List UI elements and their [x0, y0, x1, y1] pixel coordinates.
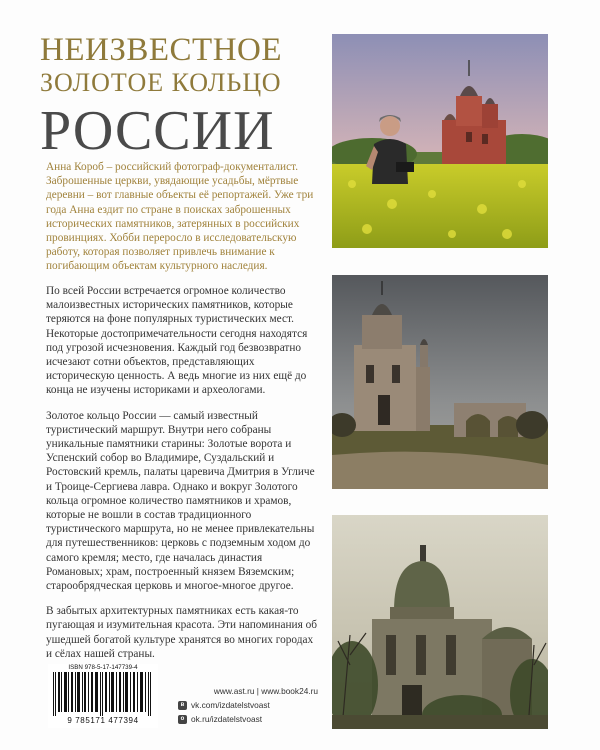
website-links[interactable]: www.ast.ru | www.book24.ru	[213, 686, 318, 696]
vk-link[interactable]	[178, 698, 318, 712]
ok-link-text: ok.ru/izdatelstvoast	[191, 714, 263, 724]
book-title	[40, 32, 330, 162]
ok-icon: о	[178, 715, 187, 724]
isbn-label: ISBN 978-5-17-147739-4	[68, 664, 138, 671]
description-paragraph-2: Золотое кольцо России — самый известный туристический маршрут. Внутри него собраны уникальные памятники старины: Золотые ворота и Успенский собор во Владимире, Суздальский и Ростовский кремль, палаты царевича Дмитрия в Угличе и Троице-Сергиева лавра. Однако и вокруг Золотого кольца огромное количество памятников и храмов, которые не вошли в состав традиционного туристического маршрута, но не менее привлекательны для путешественников: церковь с подземным ходом до самого кремля; место, где началась династия Романовых; храм, построенный князем Вяземским; старообрядческая церковь и многое-многое другое.	[46, 409, 315, 593]
title-line-2: ЗОЛОТОЕ КОЛЬЦО	[40, 68, 282, 97]
title-line-3: РОССИИ	[40, 100, 275, 162]
vk-link-text: vk.com/izdatelstvoast	[191, 700, 270, 710]
barcode-block	[48, 664, 158, 728]
description-paragraph-3: В забытых архитектурных памятниках есть какая-то пугающая и изумительная красота. Эти напоминания об ушедшей богатой культуре хранятся во многих городах и сёлах нашей страны.	[46, 605, 317, 660]
description	[46, 284, 318, 672]
barcode-bars	[51, 672, 155, 716]
photo-overgrown-domed-church	[332, 515, 548, 729]
title-line-1: НЕИЗВЕСТНОЕ	[40, 32, 283, 68]
barcode-number: 9 785171 477394	[67, 716, 139, 725]
author-bio: Анна Короб – российский фотограф-документалист. Заброшенные церкви, увядающие усадьбы, мёртвые деревни – вот главные объекты её репортажей. Уже три года Анна ездит по стране в поисках заброшенных исторических памятников, затерянных в российских провинциях. Хобби переросло в исследовательскую работу, которая позволяет привлечь внимание к погибающим объектам культурного наследия.	[46, 161, 314, 273]
ok-link[interactable]	[178, 712, 318, 726]
publisher-links	[178, 684, 318, 726]
description-paragraph-1: По всей России встречается огромное количество малоизвестных исторических памятников, которые теряются на фоне популярных туристических мест. Некоторые достопримечательности сегодня находятся под угрозой исчезновения. Каждый год безвозвратно исчезают сотни объектов, представляющих историческую ценность. А ведь многие из них ещё до конца не изучены историками и археологами.	[46, 285, 308, 397]
photo-ruined-church-grey-sky	[332, 275, 548, 489]
photo-photographer-church-field	[332, 34, 548, 248]
vk-icon: в	[178, 701, 187, 710]
